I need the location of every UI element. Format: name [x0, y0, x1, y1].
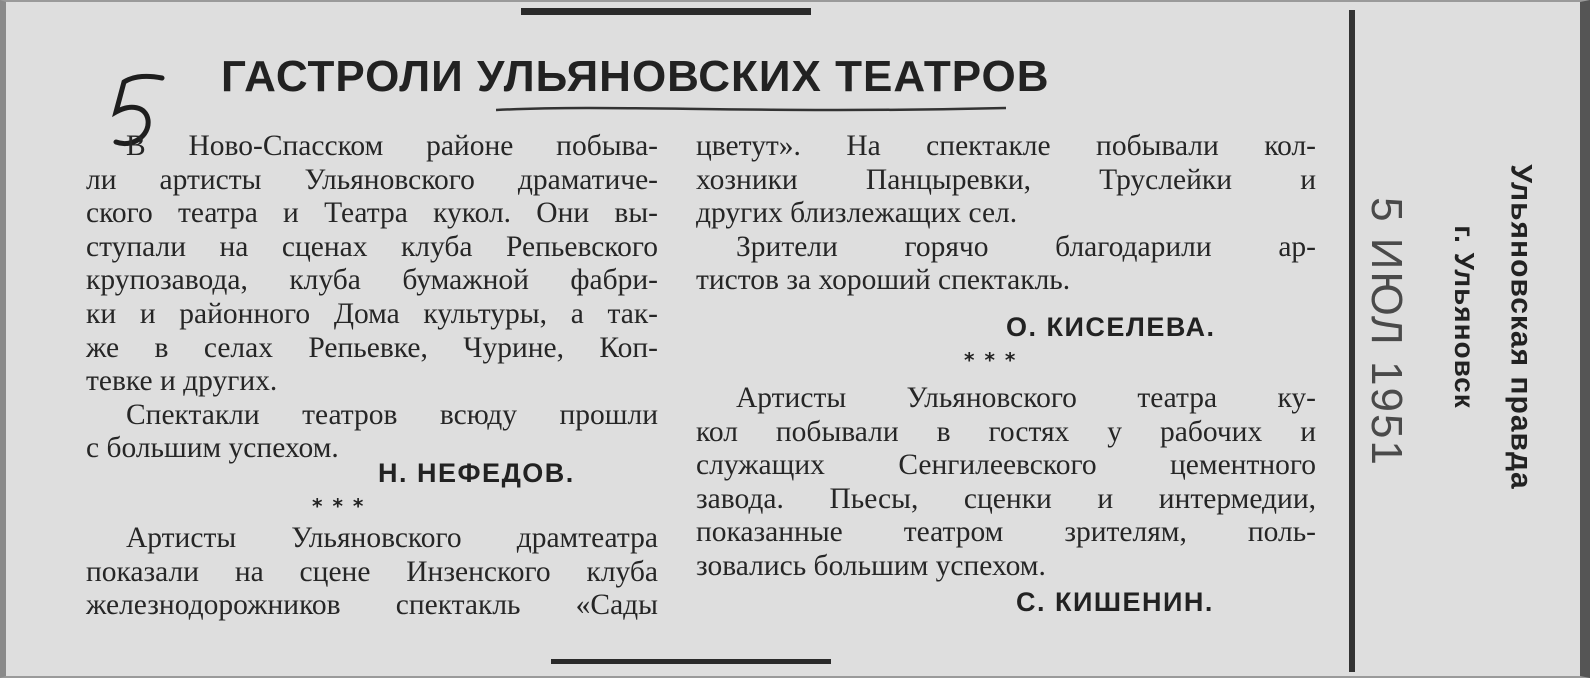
paragraph-line: цветут». На спектакле побывали кол-	[696, 130, 1316, 162]
paragraph-line: кол побывали в гостях у рабочих и	[696, 415, 1316, 448]
paragraph-line: железнодорожников спектакль «Сады	[86, 589, 658, 622]
bottom-edge-mark	[551, 659, 831, 664]
paragraph-line: Артисты Ульяновского драмтеатра	[126, 522, 658, 554]
paragraph-line: служащих Сенгилеевского цементного	[696, 449, 1316, 482]
article-column-left-continued	[86, 522, 658, 623]
article-column-right-continued	[696, 382, 1316, 584]
paragraph-line: Зрители горячо благодарили ар-	[736, 230, 1316, 263]
paragraph-line: крупозавода, клуба бумажной фабри-	[86, 264, 658, 297]
headline-underline	[496, 102, 1006, 116]
paragraph-line: с большим успехом.	[86, 432, 339, 465]
paragraph-line: зовались большим успехом.	[696, 549, 1046, 582]
section-separator: ***	[312, 494, 374, 518]
date-stamp-text: 5 ИЮЛ 1951	[1362, 197, 1411, 467]
newspaper-name-label	[1491, 112, 1551, 542]
top-edge-mark	[521, 8, 811, 15]
newspaper-city-text: г. Ульяновск	[1449, 225, 1480, 409]
paragraph-line: показали на сцене Инзенского клуба	[86, 555, 658, 588]
article-column-right	[696, 130, 1316, 298]
paragraph-line: ского театра и Театра кукол. Они вы-	[86, 197, 658, 230]
author-signature-kiseleva: О. КИСЕЛЕВА.	[1006, 312, 1216, 342]
paragraph-line: ли артисты Ульяновского драматиче-	[86, 163, 658, 196]
author-signature-nefedov: Н. НЕФЕДОВ.	[378, 458, 575, 488]
paragraph-line: хозники Панцыревки, Труслейки и	[696, 163, 1316, 196]
author-signature-kishenin: С. КИШЕНИН.	[1016, 587, 1214, 617]
paragraph-line: завода. Пьесы, сценки и интермедии,	[696, 482, 1316, 515]
newspaper-name-text: Ульяновская правда	[1505, 164, 1539, 490]
paragraph-line: ступали на сценах клуба Репьевского	[86, 230, 658, 263]
paragraph-line: тевке и других.	[86, 365, 278, 398]
paragraph-line: ки и районного Дома культуры, а так-	[86, 297, 658, 330]
paragraph-line: Артисты Ульяновского театра ку-	[736, 382, 1316, 414]
newspaper-city-label	[1434, 152, 1494, 482]
article-column-left	[86, 130, 658, 466]
headline: ГАСТРОЛИ УЛЬЯНОВСКИХ ТЕАТРОВ	[221, 52, 1050, 101]
section-separator: ***	[964, 348, 1026, 372]
date-stamp	[1341, 132, 1431, 532]
paragraph-line: В Ново-Спасском районе побыва-	[126, 130, 658, 162]
paragraph-line: тистов за хороший спектакль.	[696, 264, 1071, 297]
paragraph-line: показанные театром зрителям, поль-	[696, 516, 1316, 549]
paragraph-line: Спектакли театров всюду прошли	[126, 398, 658, 431]
paragraph-line: же в селах Репьевке, Чурине, Коп-	[86, 331, 658, 364]
paragraph-line: других близлежащих сел.	[696, 197, 1018, 230]
